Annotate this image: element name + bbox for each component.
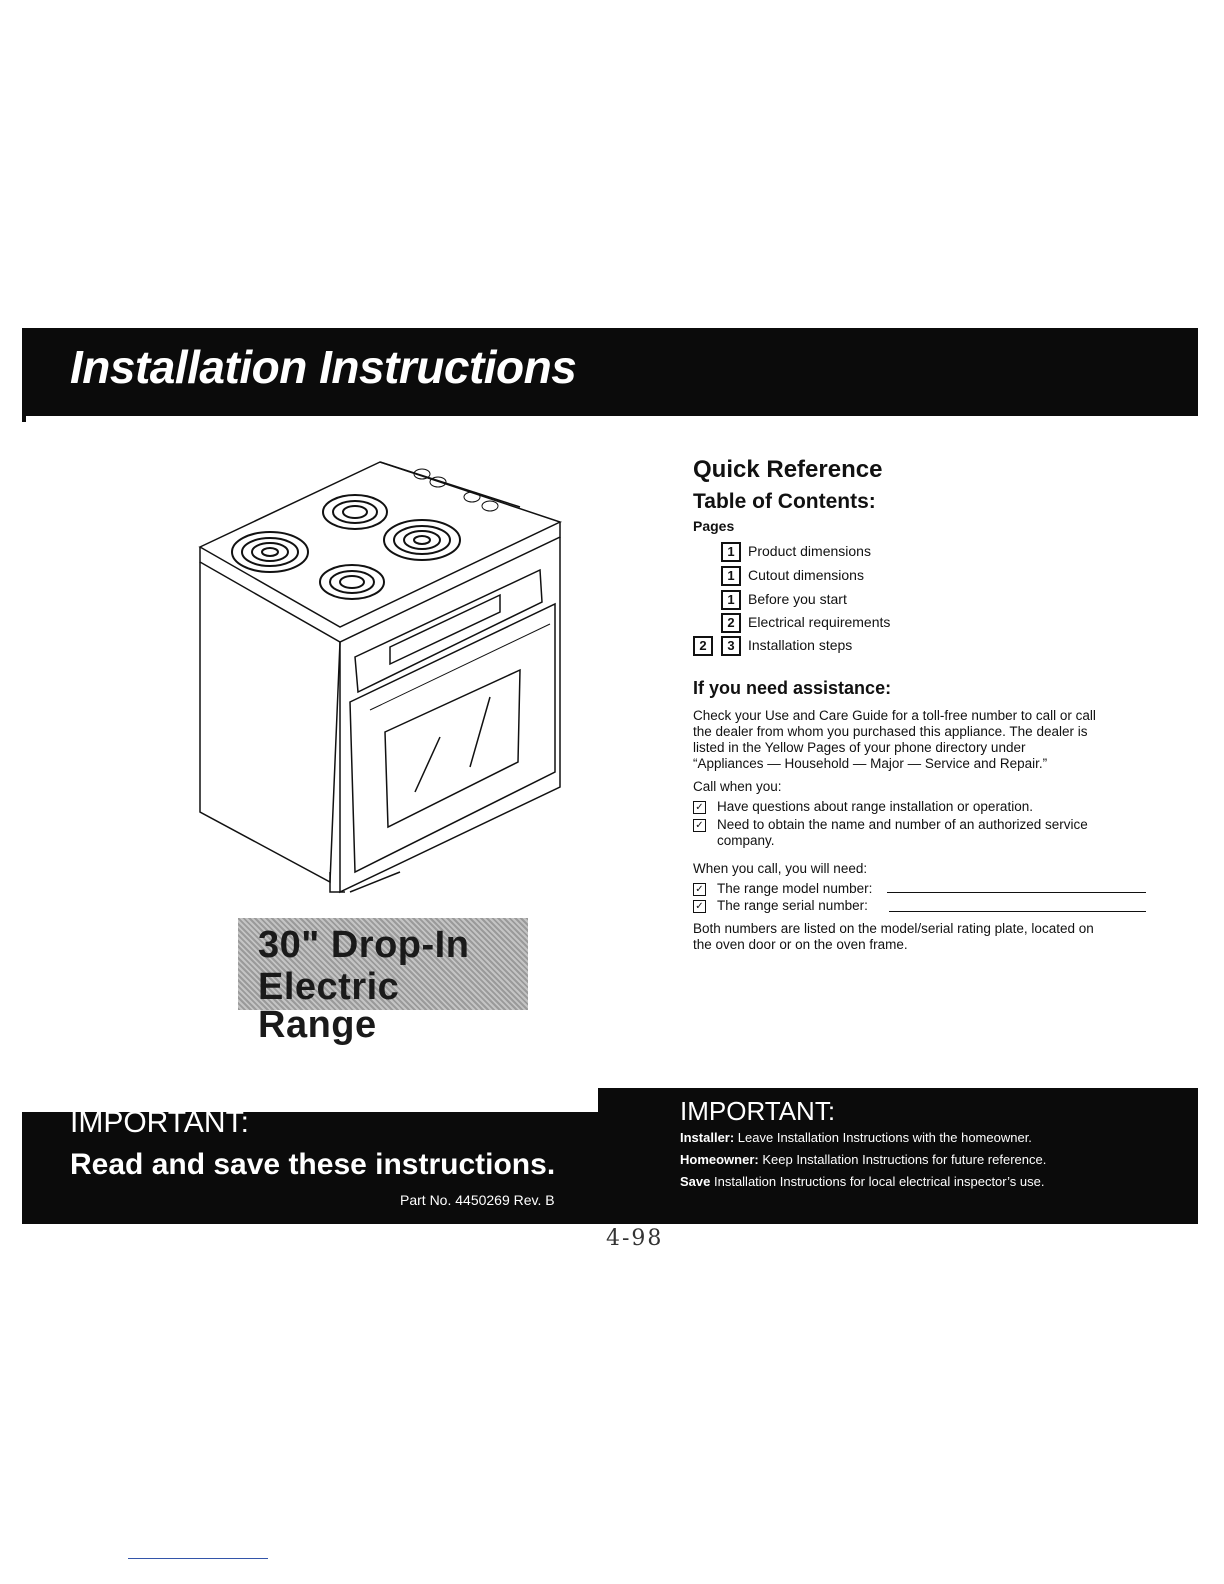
serial-number-blank [889, 911, 1146, 912]
important-line-save [680, 1174, 1044, 1189]
toc-title: Table of Contents: [693, 490, 876, 513]
assistance-title: If you need assistance: [693, 678, 892, 698]
numbers-note-line: the oven door or on the oven frame. [693, 937, 908, 952]
toc-item-electrical-requirements [693, 613, 1113, 633]
page-number-box: 2 [693, 636, 713, 656]
product-label-line1: 30" Drop-In [258, 924, 470, 966]
range-illustration [190, 452, 570, 902]
checkbox-icon: ✓ [693, 819, 706, 832]
important-line-text: Installation Instructions for local electrical inspector’s use. [710, 1174, 1045, 1189]
toc-item-product-dimensions [693, 542, 1113, 562]
assistance-paragraph-line: the dealer from whom you purchased this appliance. The dealer is [693, 724, 1088, 739]
model-number-blank [887, 892, 1146, 893]
page-number-box: 2 [721, 613, 741, 633]
part-number: Part No. 4450269 Rev. B [400, 1192, 555, 1208]
important-line-homeowner [680, 1152, 1046, 1167]
toc-item-label: Cutout dimensions [748, 567, 864, 583]
important-heading-right: IMPORTANT: [680, 1096, 836, 1126]
toc-item-label: Electrical requirements [748, 614, 891, 630]
call-when-label: Call when you: [693, 779, 782, 794]
product-label [238, 918, 528, 1046]
toc-item-installation-steps [693, 636, 1113, 656]
page-number-box: 1 [721, 566, 741, 586]
page-number-box: 1 [721, 542, 741, 562]
checkbox-icon: ✓ [693, 801, 706, 814]
toc-item-cutout-dimensions [693, 566, 1113, 586]
toc-item-label: Product dimensions [748, 543, 871, 559]
assistance-paragraph-line: listed in the Yellow Pages of your phone directory under [693, 740, 1026, 755]
product-label-line2: Electric Range [258, 966, 400, 1046]
checkbox-icon: ✓ [693, 900, 706, 913]
page-title: Installation Instructions [70, 341, 577, 393]
important-line-text: Leave Installation Instructions with the homeowner. [734, 1130, 1032, 1145]
checkbox-icon: ✓ [693, 883, 706, 896]
important-line-lead: Save [680, 1174, 711, 1189]
assistance-paragraph-line: Check your Use and Care Guide for a toll-free number to call or call [693, 708, 1096, 723]
pages-label: Pages [693, 518, 735, 534]
need-item-text: The range serial number: [717, 898, 868, 913]
important-line-text: Keep Installation Instructions for future reference. [758, 1152, 1047, 1167]
when-call-label: When you call, you will need: [693, 861, 868, 876]
assistance-paragraph-line: “Appliances — Household — Major — Service and Repair.” [693, 756, 1048, 771]
header-tick [22, 408, 26, 422]
read-save-heading: Read and save these instructions. [70, 1148, 556, 1181]
important-line-lead: Installer: [680, 1130, 735, 1145]
toc-item-label: Before you start [748, 591, 847, 607]
quick-reference-title: Quick Reference [693, 456, 883, 483]
call-item-text: Need to obtain the name and number of an authorized service company. [717, 817, 1088, 848]
important-heading-left: IMPORTANT: [70, 1106, 249, 1139]
important-line-lead: Homeowner: [680, 1152, 759, 1167]
handwritten-date: 4-98 [606, 1226, 664, 1251]
page-number-box: 3 [721, 636, 741, 656]
call-item-text: Have questions about range installation or operation. [717, 799, 1033, 814]
important-line-installer [680, 1130, 1032, 1145]
need-item-text: The range model number: [717, 881, 873, 896]
numbers-note-line: Both numbers are listed on the model/serial rating plate, located on [693, 921, 1094, 936]
toc-item-label: Installation steps [748, 637, 853, 653]
footer-rule [128, 1558, 268, 1559]
page-number-box: 1 [721, 590, 741, 610]
toc-item-before-you-start [693, 590, 1113, 610]
